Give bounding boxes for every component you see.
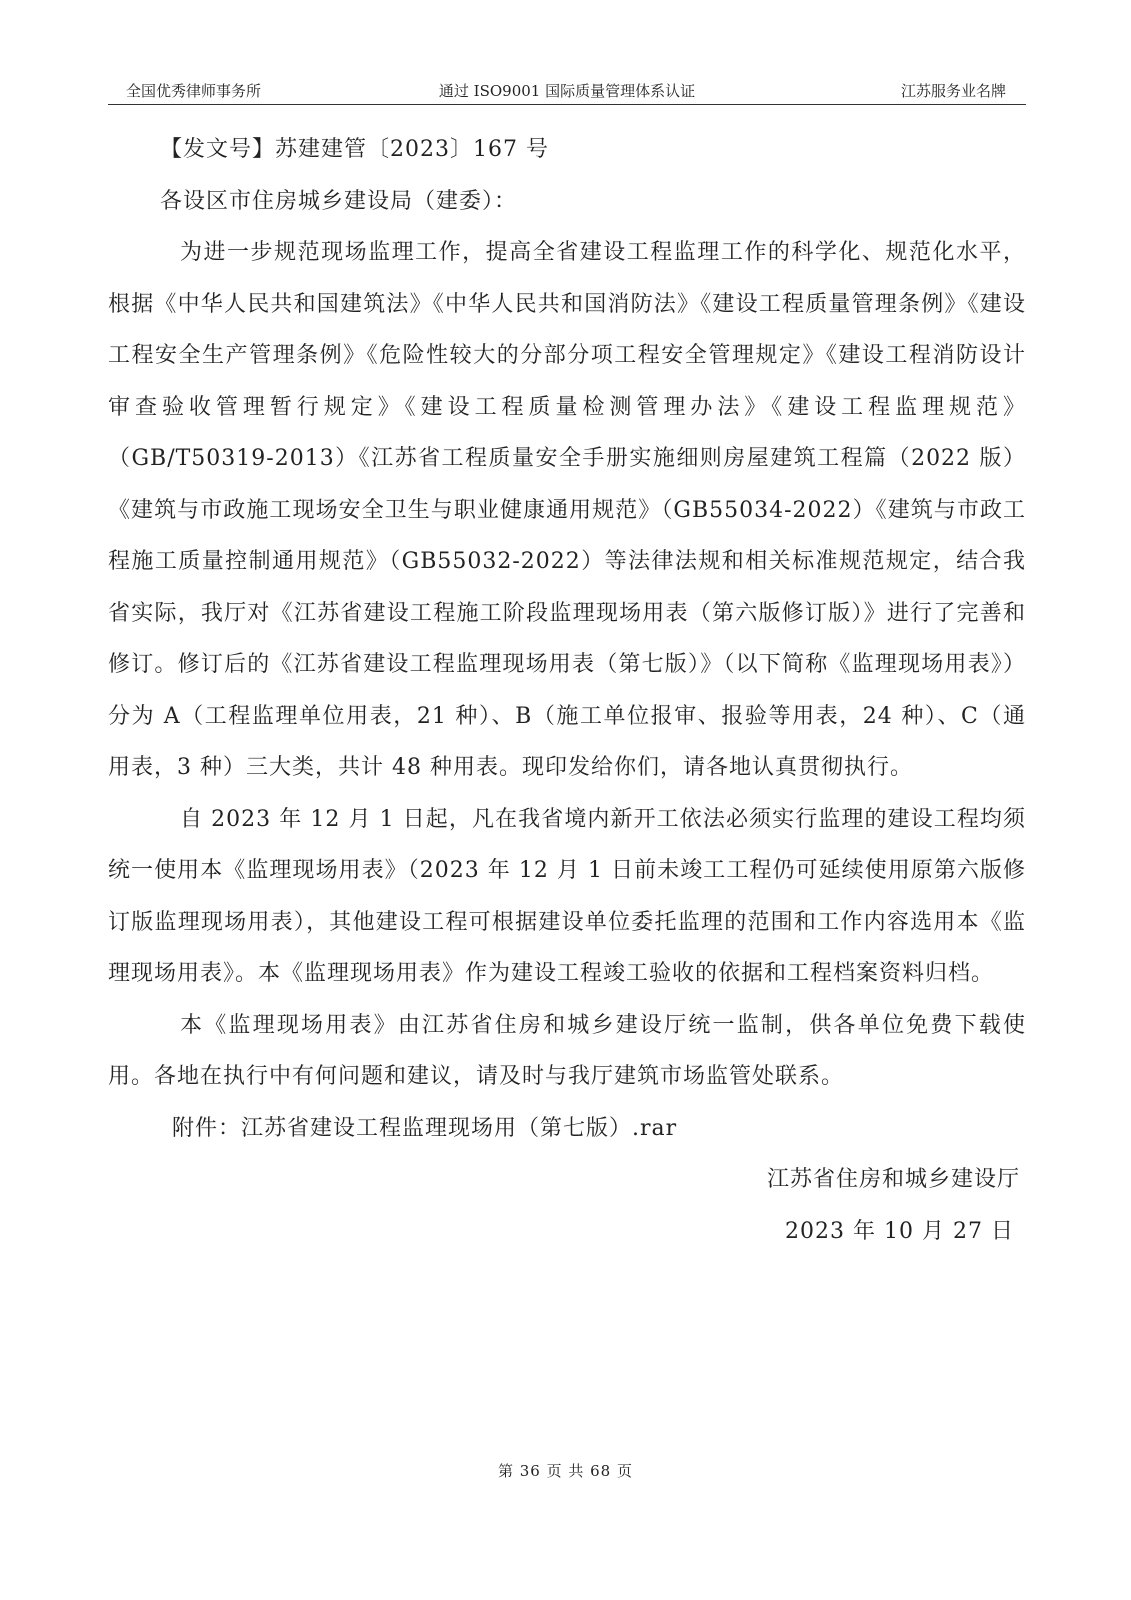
document-number: 【发文号】苏建建管〔2023〕167 号 xyxy=(160,137,549,162)
header-center-text: 通过 ISO9001 国际质量管理体系认证 xyxy=(438,82,696,100)
attachment-link[interactable]: 附件：江苏省建设工程监理现场用（第七版）.rar xyxy=(172,1115,678,1141)
header-left-text: 全国优秀律师事务所 xyxy=(126,82,262,100)
page-footer: 第 36 页 共 68 页 xyxy=(497,1462,633,1480)
paragraph-2: 自 2023 年 12 月 1 日起，凡在我省境内新开工依法必须实行监理的建设工程均须统一使用本《监理现场用表》（2023 年 12 月 1 日前未竣工工程仍可延续使用原第六版修订版监理现场用表），其他建设工程可根据建设单位委托监理的范围和工作内容选用本《监理现场用表》。本《监理现场用表》作为建设工程竣工验收的依据和工程档案资料归档。 xyxy=(108,806,1026,986)
addressee: 各设区市住房城乡建设局（建委）： xyxy=(160,188,518,214)
issue-date: 2023 年 10 月 27 日 xyxy=(785,1218,1014,1244)
document-body xyxy=(108,124,1026,1257)
issuer-name: 江苏省住房和城乡建设厅 xyxy=(766,1167,1020,1192)
paragraph-3: 本《监理现场用表》由江苏省住房和城乡建设厅统一监制，供各单位免费下载使用。各地在执行中有何问题和建议，请及时与我厅建筑市场监管处联系。 xyxy=(108,1012,1026,1089)
page-header xyxy=(108,76,1026,105)
paragraph-1: 为进一步规范现场监理工作，提高全省建设工程监理工作的科学化、规范化水平，根据《中华人民共和国建筑法》《中华人民共和国消防法》《建设工程质量管理条例》《建设工程安全生产管理条例》《危险性较大的分部分项工程安全管理规定》《建设工程消防设计审查验收管理暂行规定》《建设工程质量检测管理办法》《建设工程监理规范》（GB/T50319-2013）《江苏省工程质量安全手册实施细则房屋建筑工程篇（2022 版）《建筑与市政施工现场安全卫生与职业健康通用规范》（GB55034-2022）《建筑与市政工程施工质量控制通用规范》（GB55032-2022）等法律法规和相关标准规范规定，结合我省实际，我厅对《江苏省建设工程施工阶段监理现场用表（第六版修订版）》进行了完善和修订。修订后的《江苏省建设工程监理现场用表（第七版）》（以下简称《监理现场用表》）分为 A（工程监理单位用表，21 种）、B（施工单位报审、报验等用表，24 种）、C（通用表，3 种）三大类，共计 48 种用表。现印发给你们，请各地认真贯彻执行。 xyxy=(108,240,1026,780)
header-right-text: 江苏服务业名牌 xyxy=(900,82,1006,100)
